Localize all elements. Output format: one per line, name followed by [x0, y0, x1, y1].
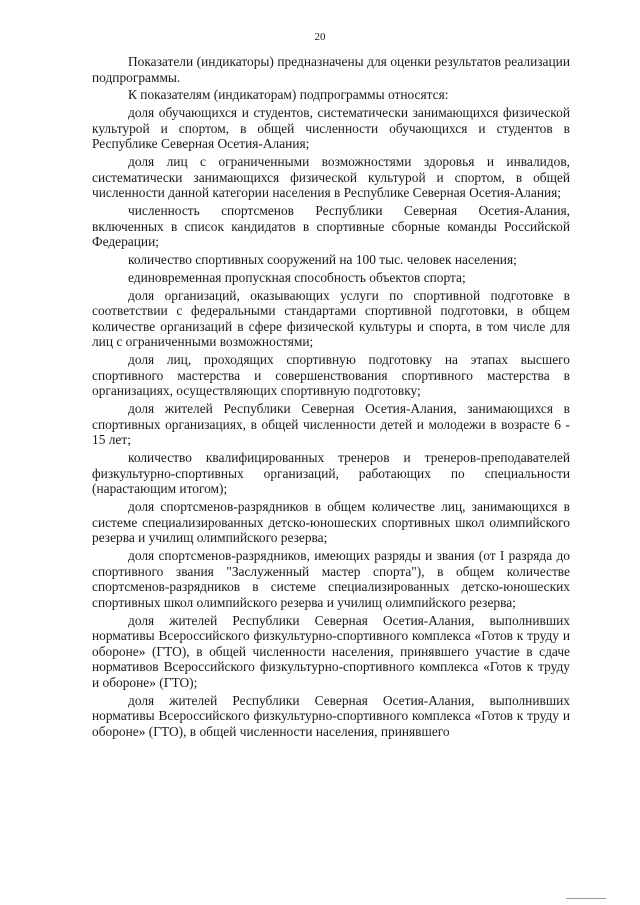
indicator-higher-mastery: доля лиц, проходящих спортивную подготовку на этапах высшего спортивного мастерства и совершенствования спортивного мастерства в организациях, осуществляющих спортивную подготовку; [92, 352, 570, 399]
indicator-youth-share: доля жителей Республики Северная Осетия-Алания, занимающихся в спортивных организациях, в общей численности детей и молодежи в возрасте 6 - 15 лет; [92, 401, 570, 448]
indicator-organizations-standards: доля организаций, оказывающих услуги по спортивной подготовке в соответствии с федеральными стандартами спортивной подготовки, в общем количестве организаций в сфере физической культуры и спорта, в том числе для лиц с ограниченными возможностями; [92, 287, 570, 350]
indicator-throughput-capacity: единовременная пропускная способность объектов спорта; [128, 269, 466, 285]
paragraph-purpose: Показатели (индикаторы) предназначены для оценки результатов реализации подпрограммы. [92, 54, 570, 85]
indicator-gto-population: доля жителей Республики Северная Осетия-Алания, выполнивших нормативы Всероссийского физкультурно-спортивного комплекса «Готов к труду и обороне» (ГТО), в общей численности населения, принявшего [92, 692, 570, 739]
indicator-ranked-titles: доля спортсменов-разрядников, имеющих разряды и звания (от I разряда до спортивного звания "Заслуженный мастер спорта"), в общем количестве спортсменов-разрядников в системе специализированных детско-юношеских спортивных школ олимпийского резерва и училищ олимпийского резерва; [92, 548, 570, 610]
indicator-sports-facilities: количество спортивных сооружений на 100 тыс. человек населения; [128, 252, 517, 268]
indicator-ranked-athletes: доля спортсменов-разрядников в общем количестве лиц, занимающихся в системе специализированных детско-юношеских спортивных школ олимпийского резерва и училищ олимпийского резерва; [92, 499, 570, 546]
page-number: 20 [314, 31, 326, 43]
indicator-gto-participants: доля жителей Республики Северная Осетия-Алания, выполнивших нормативы Всероссийского физкультурно-спортивного комплекса «Готов к труду и обороне» (ГТО), в общей численности населения, принявшего участие в сдаче нормативов Всероссийского физкультурно-спортивного комплекса «Готов к труду и обороне» (ГТО); [92, 612, 570, 690]
indicator-qualified-coaches: количество квалифицированных тренеров и тренеров-преподавателей физкультурно-спортивных организаций, работающих по специальности (нарастающим итогом); [92, 450, 570, 497]
scan-edge-mark [566, 898, 606, 899]
indicator-national-team-candidates: численность спортсменов Республики Северная Осетия-Алания, включенных в список кандидатов в спортивные сборные команды Российской Федерации; [92, 203, 570, 250]
document-body [92, 54, 570, 742]
paragraph-indicators-intro: К показателям (индикаторам) подпрограммы относятся: [128, 87, 449, 103]
indicator-students-share: доля обучающихся и студентов, систематически занимающихся физической культурой и спортом, в общей численности обучающихся и студентов в Республике Северная Осетия-Алания; [92, 105, 570, 152]
indicator-disabled-share: доля лиц с ограниченными возможностями здоровья и инвалидов, систематически занимающихся физической культурой и спортом, в общей численности данной категории населения в Республике Северная Осетия-Алания; [92, 154, 570, 201]
